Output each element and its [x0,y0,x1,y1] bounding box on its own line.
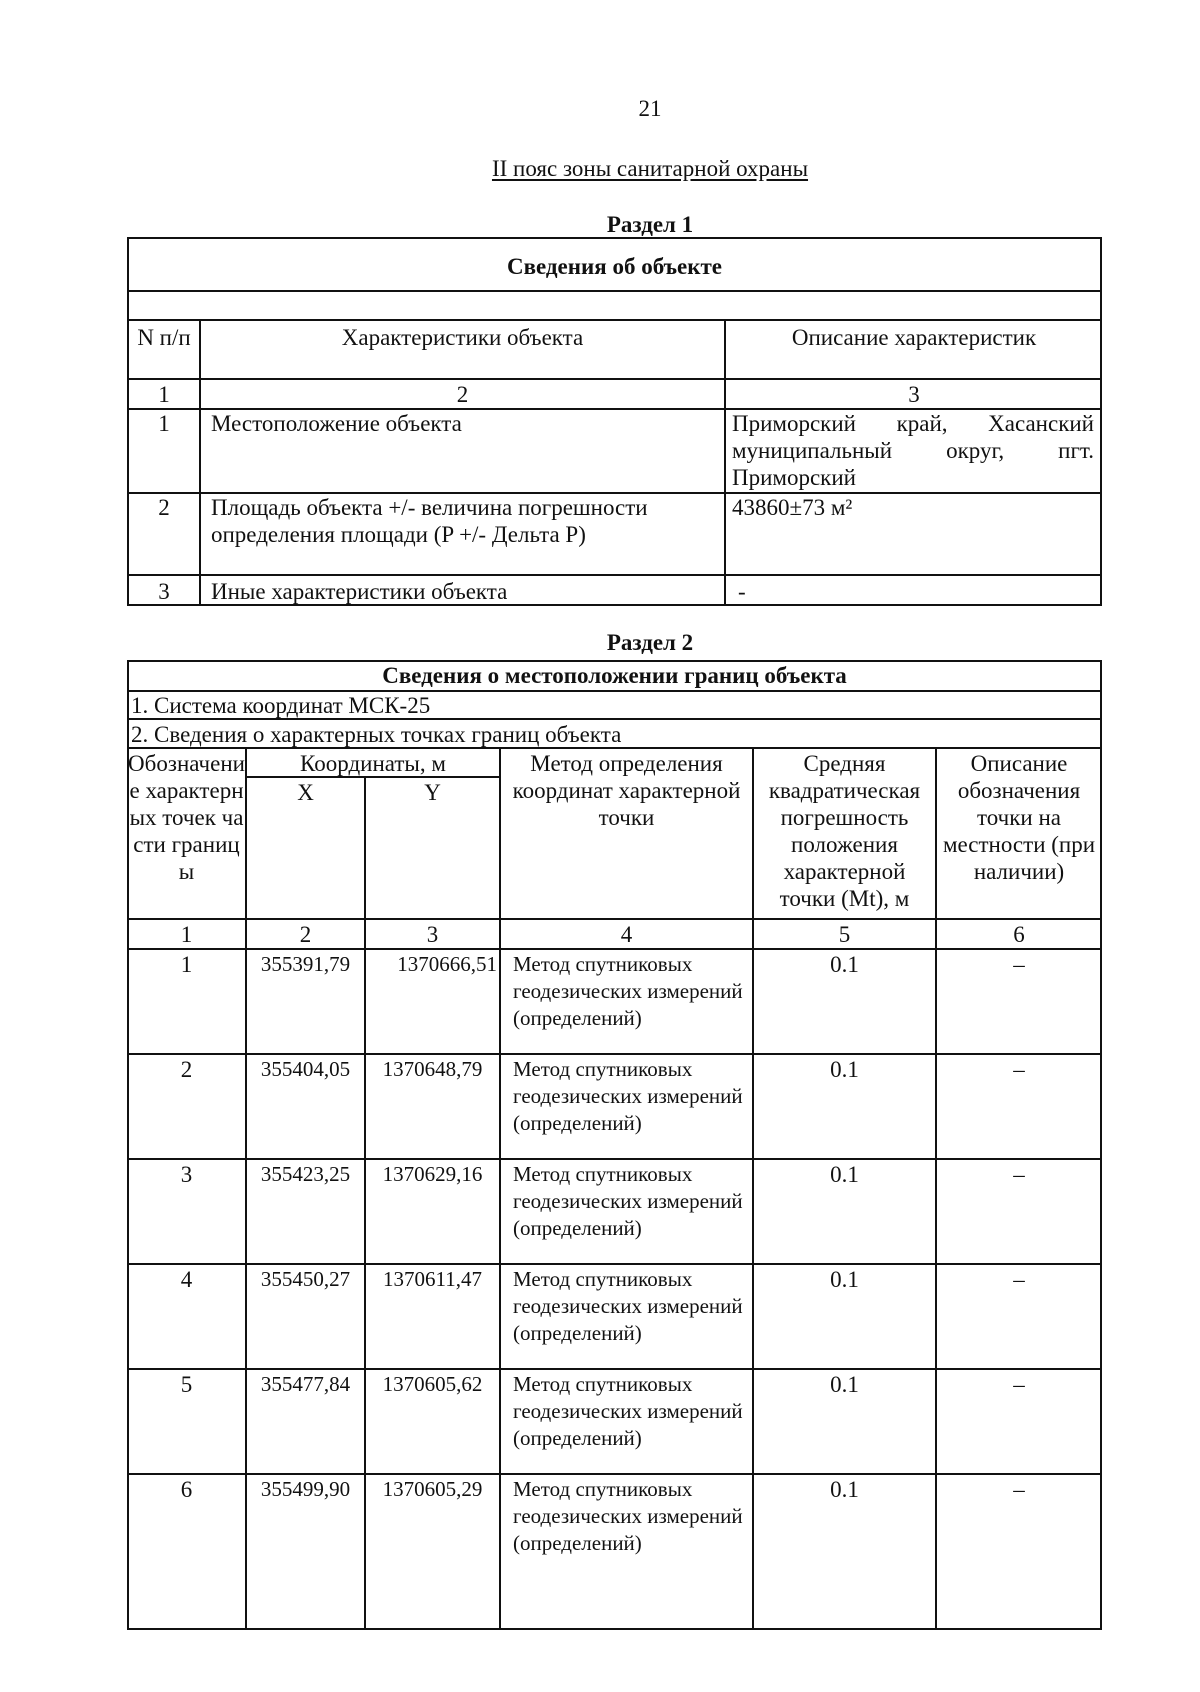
point-y: 1370605,62 [382,1372,483,1396]
col-number: 2 [456,382,469,407]
point-description: – [1013,1162,1025,1187]
point-method: Метод спутниковых геодезических измерений (определений) [513,1057,743,1135]
row-characteristic: Иные характеристики объекта [211,579,508,604]
point-mt: 0.1 [830,1267,859,1292]
row-num: 2 [158,495,170,520]
point-x: 355477,84 [260,1372,351,1396]
point-mt: 0.1 [830,1162,859,1187]
col-number: 6 [1013,922,1025,947]
point-x: 355391,79 [260,952,351,976]
point-id: 6 [180,1477,193,1502]
document-heading: II пояс зоны санитарной охраны [491,156,809,181]
point-y: 1370611,47 [383,1267,482,1291]
point-x: 355499,90 [260,1477,351,1501]
page-number: 21 [638,96,662,121]
section-1-title: Раздел 1 [606,212,694,237]
row-characteristic: Площадь объекта +/- величина погрешности определения площади (P +/- Дельта P) [211,495,648,547]
header-point-description: Описание обозначения точки на местности (при наличии) [942,751,1096,884]
point-id: 1 [180,952,193,977]
row-num: 1 [158,411,170,436]
point-id: 2 [180,1057,193,1082]
point-method: Метод спутниковых геодезических измерений (определений) [513,1162,743,1240]
point-method: Метод спутниковых геодезических измерений (определений) [513,952,743,1030]
col-number: 4 [620,922,633,947]
point-y: 1370629,16 [382,1162,483,1186]
row-num: 3 [158,579,170,604]
header-method: Метод определения координат характерной точки [512,751,741,830]
row-description: 43860±73 м² [732,495,853,520]
point-method: Метод спутниковых геодезических измерений (определений) [513,1477,743,1555]
point-description: – [1013,952,1025,977]
row-description: - [738,579,746,604]
col-number: 5 [838,922,851,947]
coordinate-system: 1. Система координат МСК-25 [131,693,431,718]
point-x: 355404,05 [260,1057,351,1081]
col-number: 3 [908,382,920,407]
point-id: 3 [180,1162,193,1187]
point-description: – [1013,1267,1025,1292]
row-description: Приморский край, Хасанский муниципальный округ, пгт. Приморский [732,411,1094,490]
point-description: – [1013,1477,1025,1502]
point-description: – [1013,1372,1025,1397]
point-id: 4 [180,1267,193,1292]
point-mt: 0.1 [830,1372,859,1397]
points-caption: 2. Сведения о характерных точках границ объекта [131,722,622,747]
col-number: 1 [158,382,170,407]
point-method: Метод спутниковых геодезических измерений (определений) [513,1267,743,1345]
point-method: Метод спутниковых геодезических измерений (определений) [513,1372,743,1450]
header-num: N п/п [137,325,191,350]
boundary-table-title: Сведения о местоположении границ объекта [382,663,847,688]
point-x: 355450,27 [260,1267,351,1291]
point-mt: 0.1 [830,1057,859,1082]
point-mt: 0.1 [830,952,859,977]
col-number: 3 [426,922,439,947]
point-x: 355423,25 [260,1162,351,1186]
header-characteristic: Характеристики объекта [341,325,584,350]
header-coordinates: Координаты, м [300,751,446,776]
point-mt: 0.1 [830,1477,859,1502]
col-number: 1 [180,922,193,947]
header-designation: Обозначение характерных точек части границы [128,751,245,884]
row-characteristic: Местоположение объекта [211,411,462,436]
section-2-title: Раздел 2 [606,630,694,655]
header-description: Описание характеристик [791,325,1037,350]
header-error: Средняя квадратическая погрешность положения характерной точки (Mt), м [768,751,921,911]
point-id: 5 [180,1372,193,1397]
header-x: X [297,780,314,805]
point-description: – [1013,1057,1025,1082]
point-y: 1370605,29 [382,1477,483,1501]
col-number: 2 [299,922,312,947]
point-y: 1370666,51 [397,952,497,976]
header-y: Y [424,780,441,805]
object-info-title: Сведения об объекте [506,254,723,279]
point-y: 1370648,79 [382,1057,483,1081]
